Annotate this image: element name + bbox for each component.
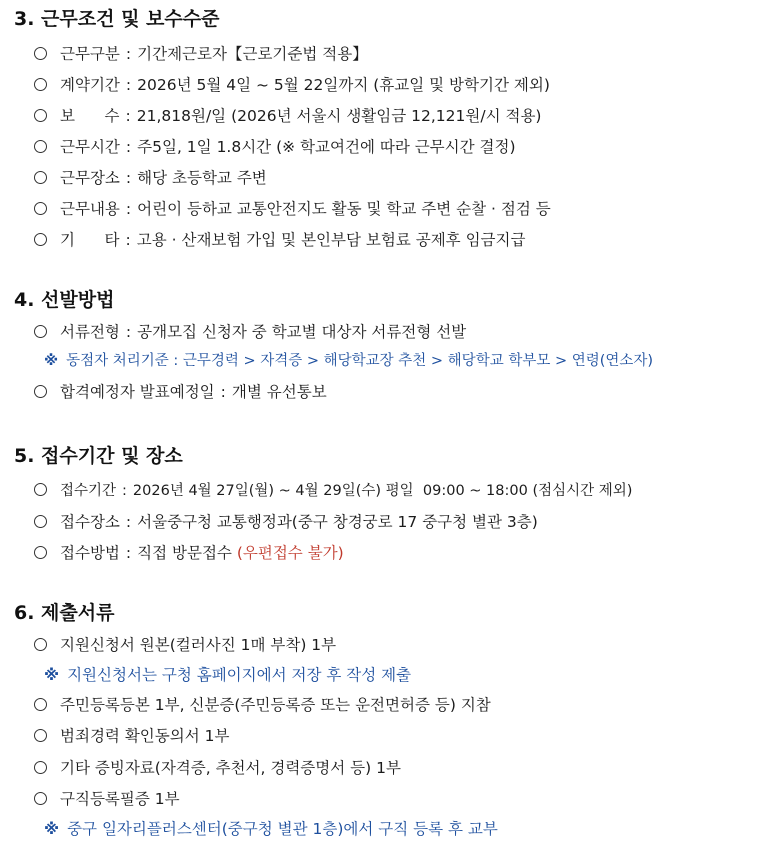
circle-bullet-icon: [34, 546, 47, 559]
list-item-work-type: 근무구분 : 기간제근로자【근로기준법 적용】: [34, 42, 368, 64]
list-item-application-period: 접수기간 : 2026년 4월 27일(월) ~ 4월 29일(수) 평일 09:00 ~ 18:00 (점심시간 제외): [34, 479, 632, 500]
circle-bullet-icon: [34, 140, 47, 153]
section-4-heading: 4. 선발방법: [14, 289, 115, 311]
list-item-work-place: 근무장소 : 해당 초등학교 주변: [34, 166, 267, 188]
circle-bullet-icon: [34, 483, 47, 496]
list-item-document-screening: 서류전형 : 공개모집 신청자 중 학교별 대상자 서류전형 선발: [34, 320, 466, 342]
list-item-application-form: 지원신청서 원본(컬러사진 1매 부착) 1부: [34, 633, 336, 655]
circle-bullet-icon: [34, 171, 47, 184]
circle-bullet-icon: [34, 729, 47, 742]
no-mail-warning: (우편접수 불가): [236, 544, 344, 562]
circle-bullet-icon: [34, 515, 47, 528]
list-item-supporting-documents: 기타 증빙자료(자격증, 추천서, 경력증명서 등) 1부: [34, 756, 401, 778]
circle-bullet-icon: [34, 792, 47, 805]
list-item-pay: 보 수 : 21,818원/일 (2026년 서울시 생활임금 12,121원/시 적용): [34, 104, 541, 126]
list-item-application-place: 접수장소 : 서울중구청 교통행정과(중구 창경궁로 17 중구청 별관 3층): [34, 510, 538, 532]
circle-bullet-icon: [34, 47, 47, 60]
circle-bullet-icon: [34, 78, 47, 91]
circle-bullet-icon: [34, 385, 47, 398]
circle-bullet-icon: [34, 233, 47, 246]
section-5-heading: 5. 접수기간 및 장소: [14, 445, 183, 467]
list-item-resident-registration: 주민등록등본 1부, 신분증(주민등록증 또는 운전면허증 등) 지참: [34, 693, 491, 715]
circle-bullet-icon: [34, 698, 47, 711]
list-item-job-registration: 구직등록필증 1부: [34, 787, 180, 809]
list-item-contract-period: 계약기간 : 2026년 5월 4일 ~ 5월 22일까지 (휴교일 및 방학기간 제외): [34, 73, 550, 95]
list-item-criminal-record-consent: 범죄경력 확인동의서 1부: [34, 724, 229, 746]
list-item-work-hours: 근무시간 : 주5일, 1일 1.8시간 (※ 학교여건에 따라 근무시간 결정): [34, 135, 516, 157]
list-item-announcement-date: 합격예정자 발표예정일 : 개별 유선통보: [34, 380, 327, 402]
circle-bullet-icon: [34, 761, 47, 774]
job-registration-note: ※ 중구 일자리플러스센터(중구청 별관 1층)에서 구직 등록 후 교부: [44, 820, 498, 838]
list-item-work-content: 근무내용 : 어린이 등하교 교통안전지도 활동 및 학교 주변 순찰 · 점검 등: [34, 197, 551, 219]
circle-bullet-icon: [34, 325, 47, 338]
list-item-application-method: 접수방법 : 직접 방문접수 (우편접수 불가): [34, 541, 344, 563]
circle-bullet-icon: [34, 202, 47, 215]
circle-bullet-icon: [34, 109, 47, 122]
list-item-other: 기 타 : 고용 · 산재보험 가입 및 본인부담 보험료 공제후 임금지급: [34, 228, 525, 250]
section-6-heading: 6. 제출서류: [14, 602, 115, 624]
section-3-heading: 3. 근무조건 및 보수수준: [14, 8, 220, 30]
tie-break-note: ※ 동점자 처리기준 : 근무경력 > 자격증 > 해당학교장 추천 > 해당학교 학부모 > 연령(연소자): [44, 353, 654, 369]
application-form-note: ※ 지원신청서는 구청 홈페이지에서 저장 후 작성 제출: [44, 666, 412, 684]
circle-bullet-icon: [34, 638, 47, 651]
